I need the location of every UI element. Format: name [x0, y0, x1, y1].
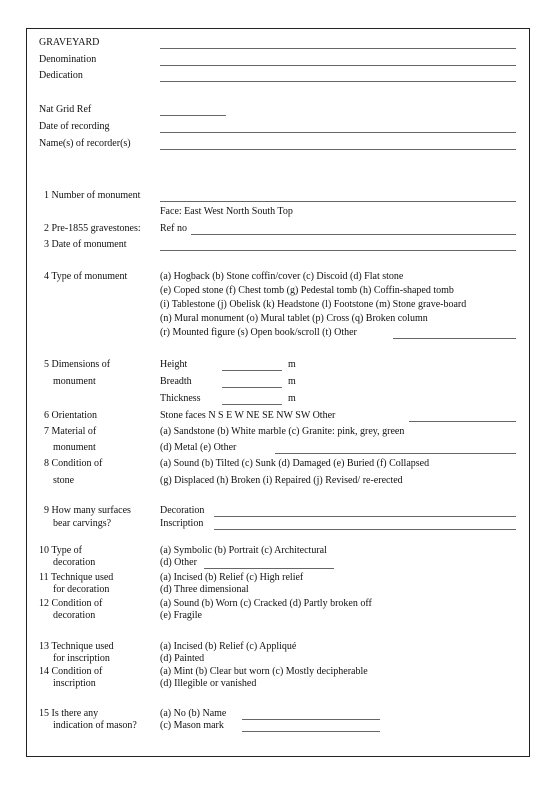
q15-name-field[interactable] [242, 719, 380, 720]
q12-options-line1: (a) Sound (b) Worn (c) Cracked (d) Partly broken off [160, 598, 372, 609]
q14-options-line2: (d) Illegible or vanished [160, 678, 257, 689]
q12-label-cont: decoration [53, 610, 96, 621]
recorders-field[interactable] [160, 149, 516, 150]
q3-field[interactable] [160, 250, 516, 251]
q11-label: 11 Technique used [39, 572, 114, 583]
q5-breadth-field[interactable] [222, 387, 282, 388]
dedication-label: Dedication [39, 70, 83, 81]
q8-options-line2: (g) Displaced (h) Broken (i) Repaired (j) Revised/ re-erected [160, 475, 403, 486]
q5-label: 5 Dimensions of [44, 359, 111, 370]
q1-field[interactable] [160, 201, 516, 202]
q8-label: 8 Condition of [44, 458, 103, 469]
nat-grid-ref-field[interactable] [160, 115, 226, 116]
q4-option-line: (n) Mural monument (o) Mural tablet (p) Cross (q) Broken column [160, 313, 428, 324]
q7-options-line2: (d) Metal (e) Other [160, 442, 237, 453]
q2-label: 2 Pre-1855 gravestones: [44, 223, 141, 234]
q15-options-line1: (a) No (b) Name [160, 708, 227, 719]
q12-options-line2: (e) Fragile [160, 610, 202, 621]
denomination-field[interactable] [160, 65, 516, 66]
q15-label: 15 Is there any [39, 708, 99, 719]
q5-breadth-label: Breadth [160, 376, 192, 387]
q4-option-line: (e) Coped stone (f) Chest tomb (g) Pedestal tomb (h) Coffin-shaped tomb [160, 285, 454, 296]
q2-ref-field[interactable] [191, 234, 516, 235]
q9-label-cont: bear carvings? [53, 518, 112, 529]
q2-ref-label: Ref no [160, 223, 187, 234]
q11-options-line2: (d) Three dimensional [160, 584, 249, 595]
q15-label-cont: indication of mason? [53, 720, 137, 731]
q4-label: 4 Type of monument [44, 271, 128, 282]
q5-thickness-field[interactable] [222, 404, 282, 405]
dedication-field[interactable] [160, 81, 516, 82]
graveyard-label: GRAVEYARD [39, 37, 100, 48]
q9-inscription-label: Inscription [160, 518, 204, 529]
q6-label: 6 Orientation [44, 410, 98, 421]
q7-other-field[interactable] [275, 453, 516, 454]
q14-label: 14 Condition of [39, 666, 103, 677]
q10-options-line2: (d) Other [160, 557, 197, 568]
q9-decoration-field[interactable] [214, 516, 516, 517]
q4-option-line: (i) Tablestone (j) Obelisk (k) Headstone (l) Footstone (m) Stone grave-board [160, 299, 467, 310]
q5-thickness-label: Thickness [160, 393, 201, 404]
q10-other-field[interactable] [204, 568, 334, 569]
q10-options-line1: (a) Symbolic (b) Portrait (c) Architectural [160, 545, 327, 556]
q7-options-line1: (a) Sandstone (b) White marble (c) Granite: pink, grey, green [160, 426, 405, 437]
q8-options-line1: (a) Sound (b) Tilted (c) Sunk (d) Damaged (e) Buried (f) Collapsed [160, 458, 430, 469]
q13-label-cont: for inscription [53, 653, 110, 664]
q5-label-cont: monument [53, 376, 96, 387]
q15-options-line2: (c) Mason mark [160, 720, 224, 731]
q7-label-cont: monument [53, 442, 96, 453]
graveyard-field[interactable] [160, 48, 516, 49]
q5-height-unit: m [288, 359, 296, 370]
q14-options-line1: (a) Mint (b) Clear but worn (c) Mostly decipherable [160, 666, 368, 677]
q1-label: 1 Number of monument [44, 190, 141, 201]
date-of-recording-field[interactable] [160, 132, 516, 133]
q5-breadth-unit: m [288, 376, 296, 387]
q9-label: 9 How many surfaces [44, 505, 131, 516]
recorders-label: Name(s) of recorder(s) [39, 138, 131, 149]
q13-options-line1: (a) Incised (b) Relief (c) Appliqué [160, 641, 297, 652]
q8-label-cont: stone [53, 475, 75, 486]
q15-mason-mark-field[interactable] [242, 731, 380, 732]
q5-thickness-unit: m [288, 393, 296, 404]
q12-label: 12 Condition of [39, 598, 103, 609]
q11-label-cont: for decoration [53, 584, 110, 595]
q7-label: 7 Material of [44, 426, 97, 437]
q6-options: Stone faces N S E W NE SE NW SW Other [160, 410, 336, 421]
denomination-label: Denomination [39, 54, 97, 65]
q11-options-line1: (a) Incised (b) Relief (c) High relief [160, 572, 304, 583]
q9-inscription-field[interactable] [214, 529, 516, 530]
q1-face-options: Face: East West North South Top [160, 206, 293, 217]
q4-other-field[interactable] [393, 338, 516, 339]
q10-label: 10 Type of [39, 545, 82, 556]
q13-label: 13 Technique used [39, 641, 114, 652]
nat-grid-ref-label: Nat Grid Ref [39, 104, 92, 115]
q4-option-line: (a) Hogback (b) Stone coffin/cover (c) Discoid (d) Flat stone [160, 271, 404, 282]
q5-height-field[interactable] [222, 370, 282, 371]
q9-decoration-label: Decoration [160, 505, 205, 516]
q14-label-cont: inscription [53, 678, 96, 689]
q5-height-label: Height [160, 359, 188, 370]
q10-label-cont: decoration [53, 557, 96, 568]
q4-option-line: (r) Mounted figure (s) Open book/scroll (t) Other [160, 327, 357, 338]
date-of-recording-label: Date of recording [39, 121, 110, 132]
q3-label: 3 Date of monument [44, 239, 127, 250]
q13-options-line2: (d) Painted [160, 653, 205, 664]
q6-other-field[interactable] [409, 421, 516, 422]
